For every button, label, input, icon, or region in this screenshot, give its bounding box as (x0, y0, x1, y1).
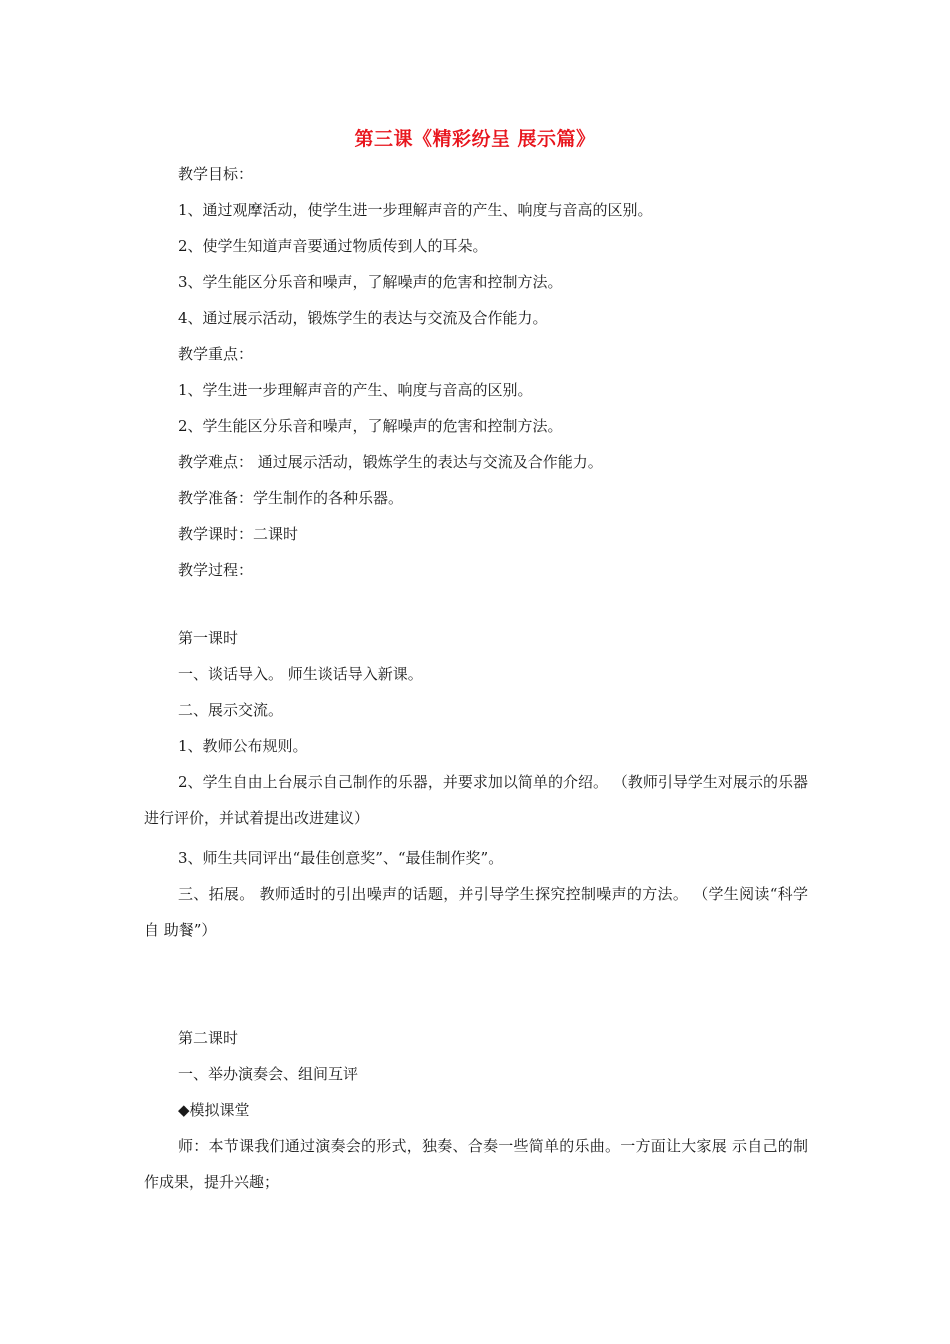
preparation-line: 教学准备：学生制作的各种乐器。 (178, 489, 404, 507)
key-point-item: 2、学生能区分乐音和噪声，了解噪声的危害和控制方法。 (178, 417, 563, 435)
goal-item: 1、通过观摩活动，使学生进一步理解声音的产生、响度与音高的区别。 (178, 201, 653, 219)
periods-line: 教学课时：二课时 (178, 525, 299, 543)
lesson2-item: 一、举办演奏会、组间互评 (178, 1065, 359, 1083)
lesson1-item-award: 3、师生共同评出“最佳创意奖”、“最佳制作奖”。 (178, 849, 504, 867)
lesson-title: 第三课《精彩纷呈 展示篇》 (354, 128, 596, 150)
lesson1-paragraph-display: 2、学生自由上台展示自己制作的乐器，并要求加以简单的介绍。 （教师引导学生对展示的乐器进行评价，并试着提出改进建议） (144, 773, 808, 827)
lesson1-heading: 第一课时 (178, 629, 239, 647)
lesson2-heading: 第二课时 (178, 1029, 239, 1047)
lesson1-item: 一、谈话导入。 师生谈话导入新课。 (178, 665, 423, 683)
lesson1-paragraph-extend: 三、拓展。 教师适时的引出噪声的话题，并引导学生探究控制噪声的方法。 （学生阅读“科学自 助餐”） (144, 885, 808, 939)
goal-item: 3、学生能区分乐音和噪声，了解噪声的危害和控制方法。 (178, 273, 563, 291)
lesson2-paragraph: 师：本节课我们通过演奏会的形式，独奏、合奏一些简单的乐曲。一方面让大家展 示自己的制作成果，提升兴趣； (144, 1137, 808, 1191)
goal-item: 4、通过展示活动，锻炼学生的表达与交流及合作能力。 (178, 309, 548, 327)
lesson1-item: 1、教师公布规则。 (178, 737, 308, 755)
lesson1-item: 二、展示交流。 (178, 701, 284, 719)
goals-heading: 教学目标： (178, 165, 254, 183)
key-heading: 教学重点： (178, 345, 254, 363)
process-heading: 教学过程： (178, 561, 254, 579)
goal-item: 2、使学生知道声音要通过物质传到人的耳朵。 (178, 237, 488, 255)
lesson2-item: ◆模拟课堂 (178, 1101, 250, 1119)
key-point-item: 1、学生进一步理解声音的产生、响度与音高的区别。 (178, 381, 533, 399)
difficulty-line: 教学难点： 通过展示活动，锻炼学生的表达与交流及合作能力。 (178, 453, 603, 471)
